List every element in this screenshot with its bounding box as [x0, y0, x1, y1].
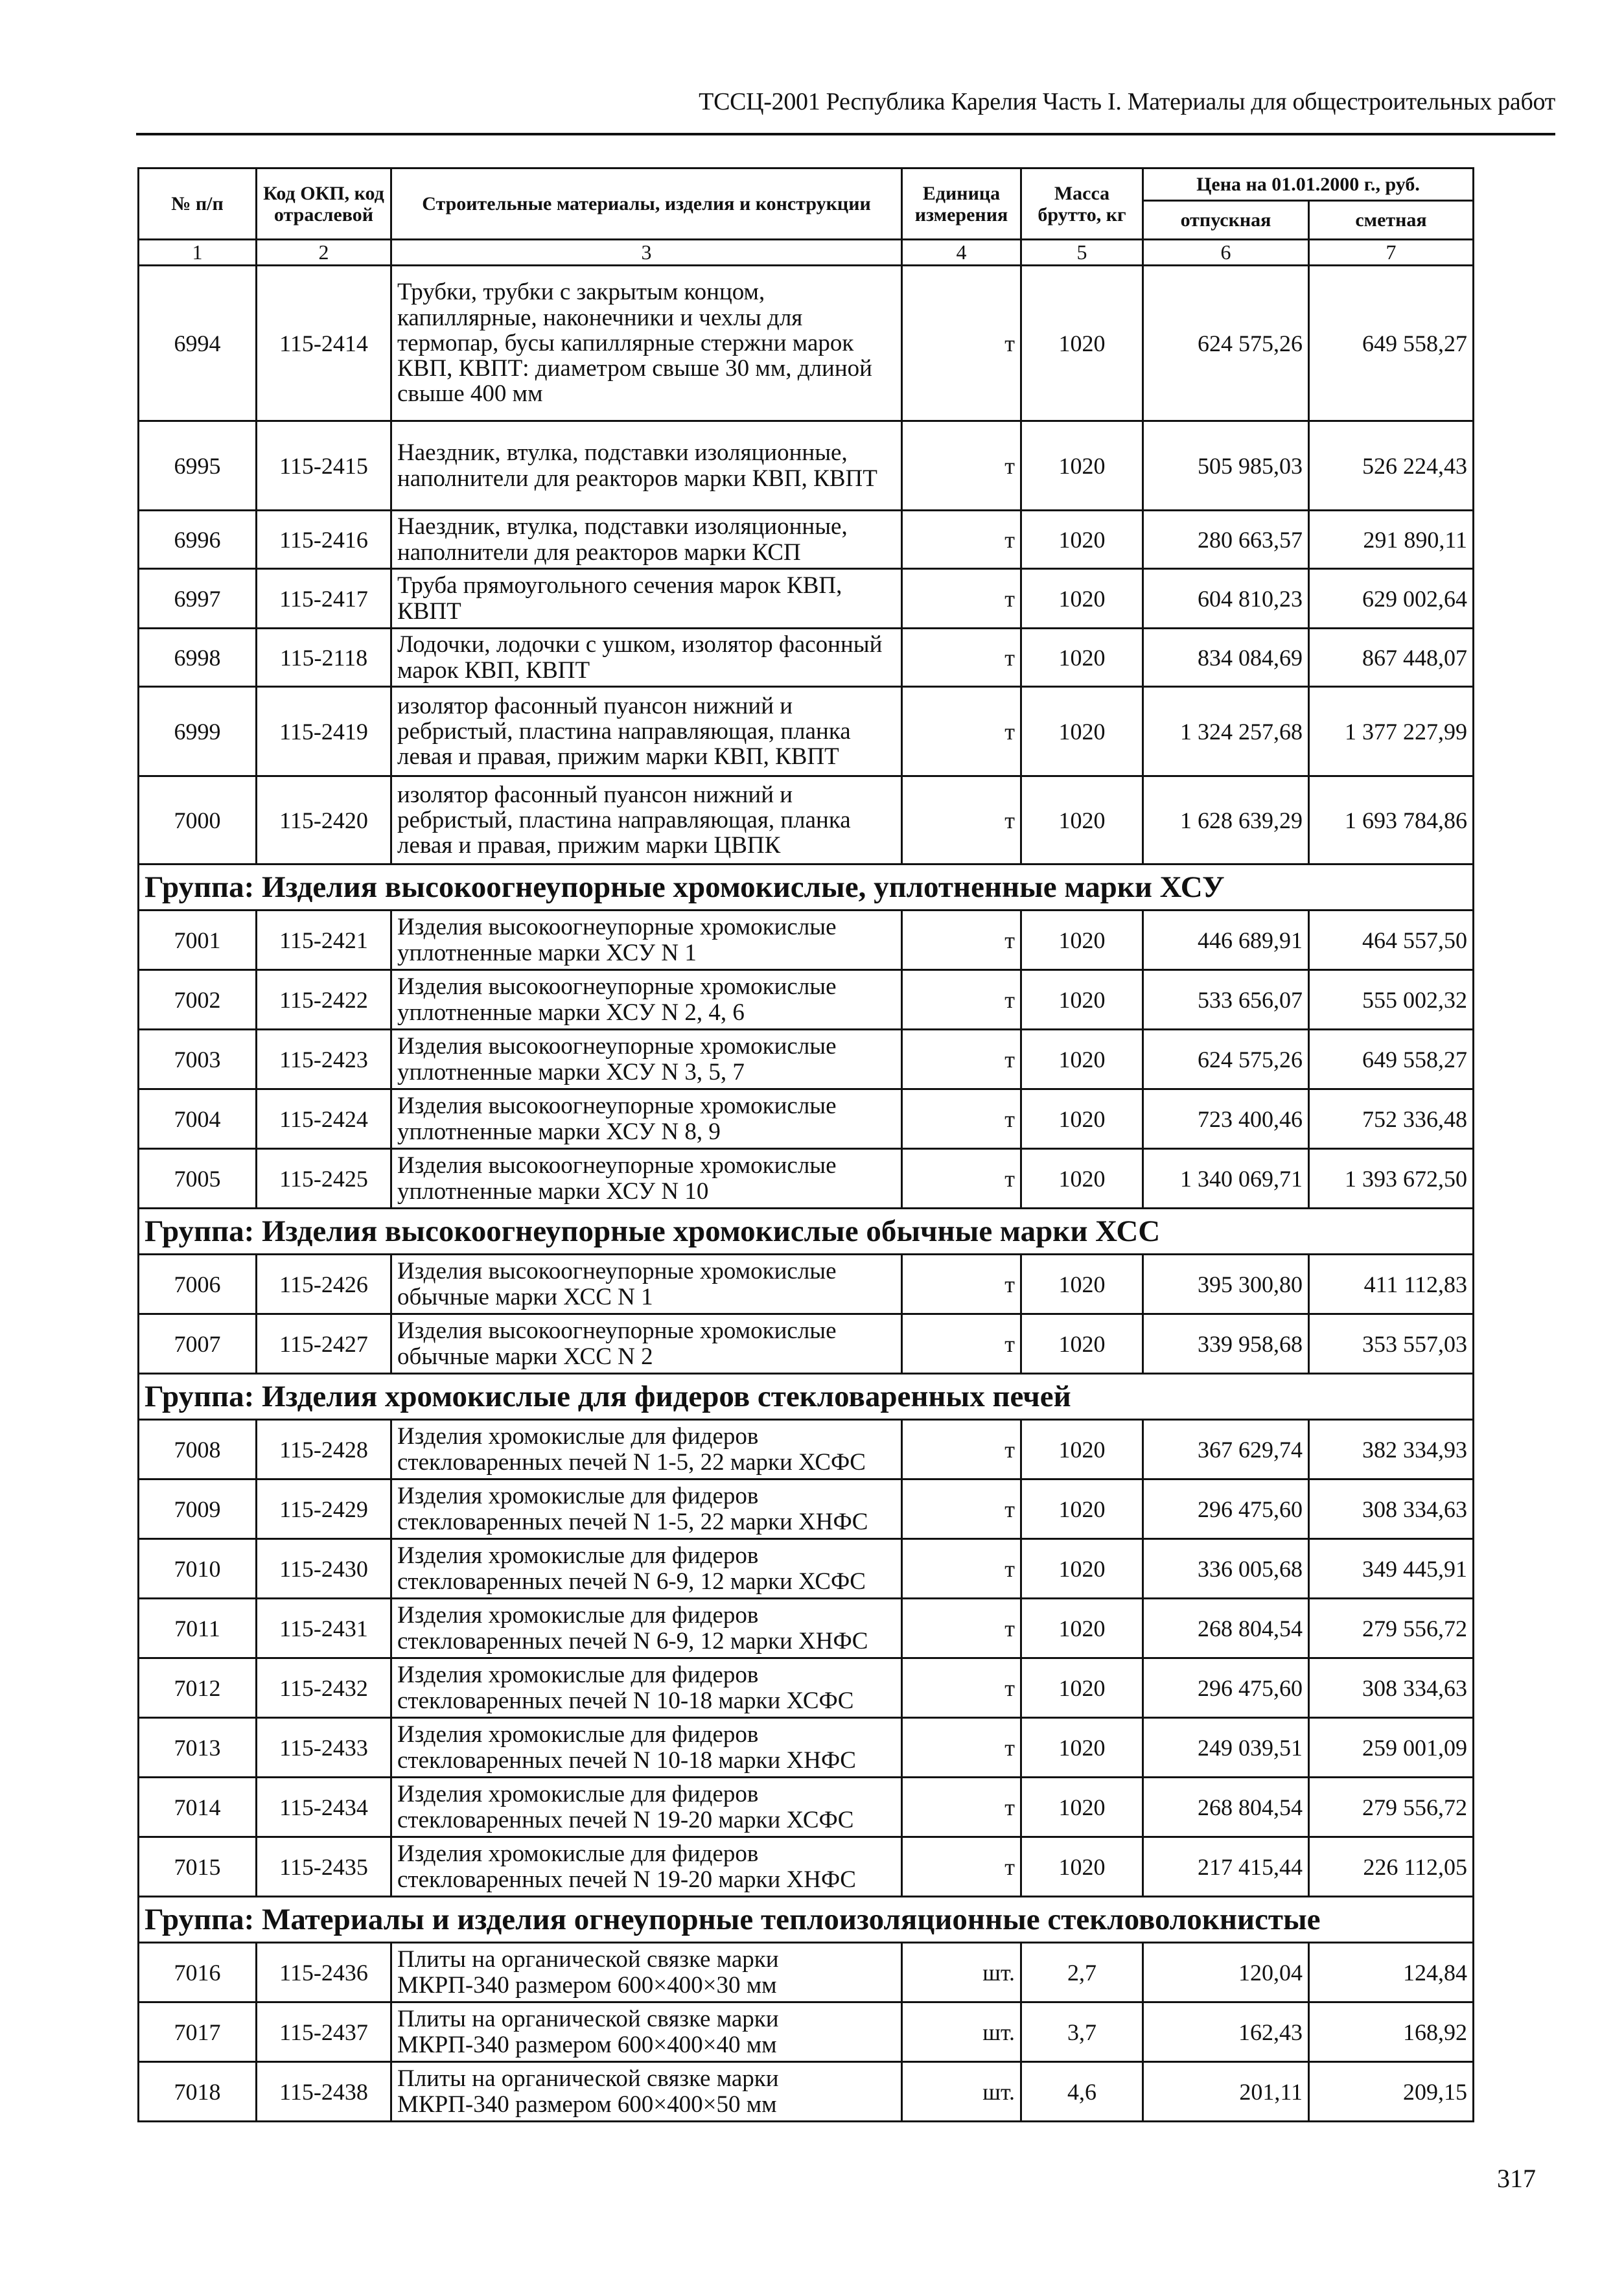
row-mass: 1020	[1021, 421, 1143, 511]
row-unit: шт.	[902, 2002, 1021, 2062]
table-row	[139, 1030, 1474, 1089]
table-row	[139, 1149, 1474, 1209]
row-code: 115-2427	[257, 1314, 391, 1374]
row-mass: 1020	[1021, 687, 1143, 776]
table-row	[139, 1718, 1474, 1778]
row-unit: т	[902, 1420, 1021, 1479]
row-release-price: 624 575,26	[1143, 1030, 1309, 1089]
row-number: 7014	[139, 1778, 257, 1837]
row-release-price: 217 415,44	[1143, 1837, 1309, 1897]
row-code: 115-2426	[257, 1255, 391, 1314]
row-estimate-price: 649 558,27	[1309, 266, 1474, 421]
row-unit: т	[902, 1539, 1021, 1599]
header-name: Строительные материалы, изделия и конструкции	[391, 168, 902, 240]
row-number: 7004	[139, 1089, 257, 1149]
row-mass: 1020	[1021, 1778, 1143, 1837]
table-row	[139, 2062, 1474, 2122]
row-name: Изделия хромокислые для фидеров стекловаренных печей N 10-18 марки ХНФС	[391, 1718, 902, 1778]
row-estimate-price: 1 693 784,86	[1309, 776, 1474, 864]
row-code: 115-2434	[257, 1778, 391, 1837]
row-estimate-price: 308 334,63	[1309, 1479, 1474, 1539]
row-estimate-price: 209,15	[1309, 2062, 1474, 2122]
table-row	[139, 1943, 1474, 2002]
header-rule	[136, 133, 1555, 135]
row-code: 115-2432	[257, 1658, 391, 1718]
row-unit: т	[902, 1089, 1021, 1149]
row-release-price: 249 039,51	[1143, 1718, 1309, 1778]
table-row	[139, 569, 1474, 629]
row-release-price: 395 300,80	[1143, 1255, 1309, 1314]
row-mass: 1020	[1021, 511, 1143, 569]
table-row	[139, 1420, 1474, 1479]
row-name: изолятор фасонный пуансон нижний и ребристый, пластина направляющая, планка левая и правая, прижим марки КВП, КВПТ	[391, 687, 902, 776]
row-code: 115-2415	[257, 421, 391, 511]
row-mass: 1020	[1021, 1539, 1143, 1599]
table-row	[139, 1479, 1474, 1539]
row-unit: т	[902, 970, 1021, 1030]
row-estimate-price: 649 558,27	[1309, 1030, 1474, 1089]
header-mass: Масса брутто, кг	[1021, 168, 1143, 240]
row-number: 6999	[139, 687, 257, 776]
row-release-price: 162,43	[1143, 2002, 1309, 2062]
row-unit: т	[902, 776, 1021, 864]
row-name: Наездник, втулка, подставки изоляционные, наполнители для реакторов марки КВП, КВПТ	[391, 421, 902, 511]
table-row	[139, 511, 1474, 569]
row-release-price: 723 400,46	[1143, 1089, 1309, 1149]
table-row	[139, 1837, 1474, 1897]
row-estimate-price: 629 002,64	[1309, 569, 1474, 629]
table-row	[139, 1314, 1474, 1374]
row-number: 7000	[139, 776, 257, 864]
column-number: 7	[1309, 240, 1474, 266]
table-row	[139, 1255, 1474, 1314]
row-number: 7003	[139, 1030, 257, 1089]
table-row	[139, 970, 1474, 1030]
row-code: 115-2430	[257, 1539, 391, 1599]
row-release-price: 296 475,60	[1143, 1479, 1309, 1539]
row-code: 115-2433	[257, 1718, 391, 1778]
row-code: 115-2422	[257, 970, 391, 1030]
row-code: 115-2421	[257, 911, 391, 970]
table-row	[139, 687, 1474, 776]
row-mass: 1020	[1021, 266, 1143, 421]
row-unit: т	[902, 687, 1021, 776]
column-number-row	[139, 240, 1474, 266]
row-mass: 1020	[1021, 911, 1143, 970]
row-unit: т	[902, 511, 1021, 569]
row-estimate-price: 226 112,05	[1309, 1837, 1474, 1897]
table-row	[139, 1658, 1474, 1718]
group-title: Группа: Изделия высокоогнеупорные хромокислые обычные марки ХСС	[139, 1209, 1474, 1255]
row-unit: т	[902, 1658, 1021, 1718]
row-number: 7008	[139, 1420, 257, 1479]
row-mass: 1020	[1021, 1314, 1143, 1374]
row-unit: т	[902, 1314, 1021, 1374]
row-release-price: 446 689,91	[1143, 911, 1309, 970]
row-release-price: 296 475,60	[1143, 1658, 1309, 1718]
row-release-price: 505 985,03	[1143, 421, 1309, 511]
row-mass: 4,6	[1021, 2062, 1143, 2122]
row-number: 7010	[139, 1539, 257, 1599]
row-release-price: 268 804,54	[1143, 1778, 1309, 1837]
row-name: Трубки, трубки с закрытым концом, капиллярные, наконечники и чехлы для термопар, бусы капиллярные стержни марок КВП, КВПТ: диаметром свыше 30 мм, длиной свыше 400 мм	[391, 266, 902, 421]
header-num: № п/п	[139, 168, 257, 240]
row-number: 7018	[139, 2062, 257, 2122]
row-estimate-price: 752 336,48	[1309, 1089, 1474, 1149]
row-unit: т	[902, 266, 1021, 421]
row-name: Изделия хромокислые для фидеров стекловаренных печей N 1-5, 22 марки ХСФС	[391, 1420, 902, 1479]
page-number: 317	[1497, 2164, 1536, 2193]
row-mass: 1020	[1021, 776, 1143, 864]
row-number: 6997	[139, 569, 257, 629]
table-row	[139, 1778, 1474, 1837]
row-estimate-price: 124,84	[1309, 1943, 1474, 2002]
row-number: 7005	[139, 1149, 257, 1209]
row-name: Изделия высокоогнеупорные хромокислые обычные марки ХСС N 2	[391, 1314, 902, 1374]
row-release-price: 1 628 639,29	[1143, 776, 1309, 864]
row-unit: т	[902, 1718, 1021, 1778]
group-row	[139, 864, 1474, 911]
row-name: Изделия хромокислые для фидеров стекловаренных печей N 6-9, 12 марки ХСФС	[391, 1539, 902, 1599]
row-estimate-price: 555 002,32	[1309, 970, 1474, 1030]
row-name: Изделия высокоогнеупорные хромокислые уплотненные марки ХСУ N 8, 9	[391, 1089, 902, 1149]
row-number: 7013	[139, 1718, 257, 1778]
table-row	[139, 2002, 1474, 2062]
header-code: Код ОКП, код отраслевой	[257, 168, 391, 240]
column-number: 5	[1021, 240, 1143, 266]
row-release-price: 604 810,23	[1143, 569, 1309, 629]
column-number: 4	[902, 240, 1021, 266]
table-body	[139, 266, 1474, 2122]
row-release-price: 367 629,74	[1143, 1420, 1309, 1479]
table-row	[139, 1539, 1474, 1599]
row-name: Изделия хромокислые для фидеров стекловаренных печей N 19-20 марки ХСФС	[391, 1778, 902, 1837]
row-estimate-price: 279 556,72	[1309, 1778, 1474, 1837]
row-code: 115-2429	[257, 1479, 391, 1539]
row-release-price: 1 340 069,71	[1143, 1149, 1309, 1209]
row-mass: 3,7	[1021, 2002, 1143, 2062]
row-unit: т	[902, 911, 1021, 970]
row-unit: т	[902, 1479, 1021, 1539]
row-code: 115-2417	[257, 569, 391, 629]
row-number: 7015	[139, 1837, 257, 1897]
row-mass: 1020	[1021, 569, 1143, 629]
row-mass: 1020	[1021, 1149, 1143, 1209]
row-release-price: 336 005,68	[1143, 1539, 1309, 1599]
row-release-price: 120,04	[1143, 1943, 1309, 2002]
row-mass: 1020	[1021, 1089, 1143, 1149]
row-estimate-price: 168,92	[1309, 2002, 1474, 2062]
row-estimate-price: 411 112,83	[1309, 1255, 1474, 1314]
row-release-price: 1 324 257,68	[1143, 687, 1309, 776]
row-number: 7011	[139, 1599, 257, 1658]
column-number: 2	[257, 240, 391, 266]
row-name: Плиты на органической связке марки МКРП-340 размером 600×400×30 мм	[391, 1943, 902, 2002]
row-estimate-price: 349 445,91	[1309, 1539, 1474, 1599]
row-name: Наездник, втулка, подставки изоляционные, наполнители для реакторов марки КСП	[391, 511, 902, 569]
row-unit: шт.	[902, 1943, 1021, 2002]
row-mass: 1020	[1021, 1658, 1143, 1718]
table-row	[139, 1599, 1474, 1658]
row-estimate-price: 353 557,03	[1309, 1314, 1474, 1374]
row-mass: 1020	[1021, 1420, 1143, 1479]
table-header	[139, 168, 1474, 266]
row-code: 115-2436	[257, 1943, 391, 2002]
row-unit: т	[902, 569, 1021, 629]
table-row	[139, 776, 1474, 864]
row-unit: т	[902, 1255, 1021, 1314]
row-code: 115-2423	[257, 1030, 391, 1089]
row-code: 115-2419	[257, 687, 391, 776]
row-number: 7007	[139, 1314, 257, 1374]
row-number: 7009	[139, 1479, 257, 1539]
row-number: 7006	[139, 1255, 257, 1314]
row-name: Изделия высокоогнеупорные хромокислые уплотненные марки ХСУ N 1	[391, 911, 902, 970]
row-release-price: 533 656,07	[1143, 970, 1309, 1030]
row-code: 115-2420	[257, 776, 391, 864]
row-unit: шт.	[902, 2062, 1021, 2122]
row-code: 115-2438	[257, 2062, 391, 2122]
row-number: 6994	[139, 266, 257, 421]
row-name: Изделия хромокислые для фидеров стекловаренных печей N 6-9, 12 марки ХНФС	[391, 1599, 902, 1658]
header-release: отпускная	[1143, 201, 1309, 240]
row-name: Лодочки, лодочки с ушком, изолятор фасонный марок КВП, КВПТ	[391, 629, 902, 687]
row-estimate-price: 308 334,63	[1309, 1658, 1474, 1718]
row-name: Изделия высокоогнеупорные хромокислые уплотненные марки ХСУ N 3, 5, 7	[391, 1030, 902, 1089]
row-estimate-price: 526 224,43	[1309, 421, 1474, 511]
row-code: 115-2416	[257, 511, 391, 569]
header-estimate: сметная	[1309, 201, 1474, 240]
row-code: 115-2435	[257, 1837, 391, 1897]
row-estimate-price: 1 393 672,50	[1309, 1149, 1474, 1209]
row-mass: 1020	[1021, 1479, 1143, 1539]
row-unit: т	[902, 1599, 1021, 1658]
row-mass: 1020	[1021, 1255, 1143, 1314]
row-name: Изделия хромокислые для фидеров стекловаренных печей N 10-18 марки ХСФС	[391, 1658, 902, 1718]
row-number: 6998	[139, 629, 257, 687]
row-mass: 2,7	[1021, 1943, 1143, 2002]
page-header: ТССЦ-2001 Республика Карелия Часть I. Материалы для общестроительных работ	[699, 88, 1555, 115]
row-number: 7001	[139, 911, 257, 970]
row-estimate-price: 382 334,93	[1309, 1420, 1474, 1479]
row-estimate-price: 867 448,07	[1309, 629, 1474, 687]
row-estimate-price: 259 001,09	[1309, 1718, 1474, 1778]
row-unit: т	[902, 1149, 1021, 1209]
row-code: 115-2425	[257, 1149, 391, 1209]
row-code: 115-2431	[257, 1599, 391, 1658]
row-code: 115-2437	[257, 2002, 391, 2062]
row-mass: 1020	[1021, 1837, 1143, 1897]
row-name: Плиты на органической связке марки МКРП-340 размером 600×400×40 мм	[391, 2002, 902, 2062]
row-code: 115-2118	[257, 629, 391, 687]
row-release-price: 280 663,57	[1143, 511, 1309, 569]
group-title: Группа: Изделия высокоогнеупорные хромокислые, уплотненные марки ХСУ	[139, 864, 1474, 911]
row-number: 6996	[139, 511, 257, 569]
row-release-price: 339 958,68	[1143, 1314, 1309, 1374]
table-row	[139, 266, 1474, 421]
row-mass: 1020	[1021, 1030, 1143, 1089]
row-number: 7012	[139, 1658, 257, 1718]
row-number: 7017	[139, 2002, 257, 2062]
group-row	[139, 1374, 1474, 1420]
row-name: изолятор фасонный пуансон нижний и ребристый, пластина направляющая, планка левая и правая, прижим марки ЦВПК	[391, 776, 902, 864]
row-number: 7002	[139, 970, 257, 1030]
table-row	[139, 1089, 1474, 1149]
row-name: Труба прямоугольного сечения марок КВП, КВПТ	[391, 569, 902, 629]
row-mass: 1020	[1021, 970, 1143, 1030]
column-number: 6	[1143, 240, 1309, 266]
row-number: 7016	[139, 1943, 257, 2002]
header-unit: Единица измерения	[902, 168, 1021, 240]
group-title: Группа: Изделия хромокислые для фидеров стекловаренных печей	[139, 1374, 1474, 1420]
row-estimate-price: 291 890,11	[1309, 511, 1474, 569]
row-release-price: 624 575,26	[1143, 266, 1309, 421]
row-code: 115-2424	[257, 1089, 391, 1149]
group-row	[139, 1209, 1474, 1255]
row-unit: т	[902, 1778, 1021, 1837]
row-release-price: 834 084,69	[1143, 629, 1309, 687]
column-number: 3	[391, 240, 902, 266]
row-unit: т	[902, 1837, 1021, 1897]
row-mass: 1020	[1021, 1599, 1143, 1658]
row-estimate-price: 464 557,50	[1309, 911, 1474, 970]
row-mass: 1020	[1021, 1718, 1143, 1778]
row-name: Изделия хромокислые для фидеров стекловаренных печей N 19-20 марки ХНФС	[391, 1837, 902, 1897]
price-table	[137, 167, 1474, 2122]
group-row	[139, 1897, 1474, 1943]
row-unit: т	[902, 421, 1021, 511]
row-release-price: 268 804,54	[1143, 1599, 1309, 1658]
row-name: Изделия высокоогнеупорные хромокислые уплотненные марки ХСУ N 2, 4, 6	[391, 970, 902, 1030]
row-estimate-price: 279 556,72	[1309, 1599, 1474, 1658]
row-code: 115-2428	[257, 1420, 391, 1479]
column-number: 1	[139, 240, 257, 266]
table-row	[139, 421, 1474, 511]
row-number: 6995	[139, 421, 257, 511]
row-estimate-price: 1 377 227,99	[1309, 687, 1474, 776]
table-row	[139, 911, 1474, 970]
row-name: Изделия хромокислые для фидеров стекловаренных печей N 1-5, 22 марки ХНФС	[391, 1479, 902, 1539]
row-code: 115-2414	[257, 266, 391, 421]
header-price-group: Цена на 01.01.2000 г., руб.	[1143, 168, 1474, 201]
row-unit: т	[902, 629, 1021, 687]
table-row	[139, 629, 1474, 687]
row-name: Плиты на органической связке марки МКРП-340 размером 600×400×50 мм	[391, 2062, 902, 2122]
row-name: Изделия высокоогнеупорные хромокислые уплотненные марки ХСУ N 10	[391, 1149, 902, 1209]
row-release-price: 201,11	[1143, 2062, 1309, 2122]
group-title: Группа: Материалы и изделия огнеупорные теплоизоляционные стекловолокнистые	[139, 1897, 1474, 1943]
row-mass: 1020	[1021, 629, 1143, 687]
row-name: Изделия высокоогнеупорные хромокислые обычные марки ХСС N 1	[391, 1255, 902, 1314]
row-unit: т	[902, 1030, 1021, 1089]
